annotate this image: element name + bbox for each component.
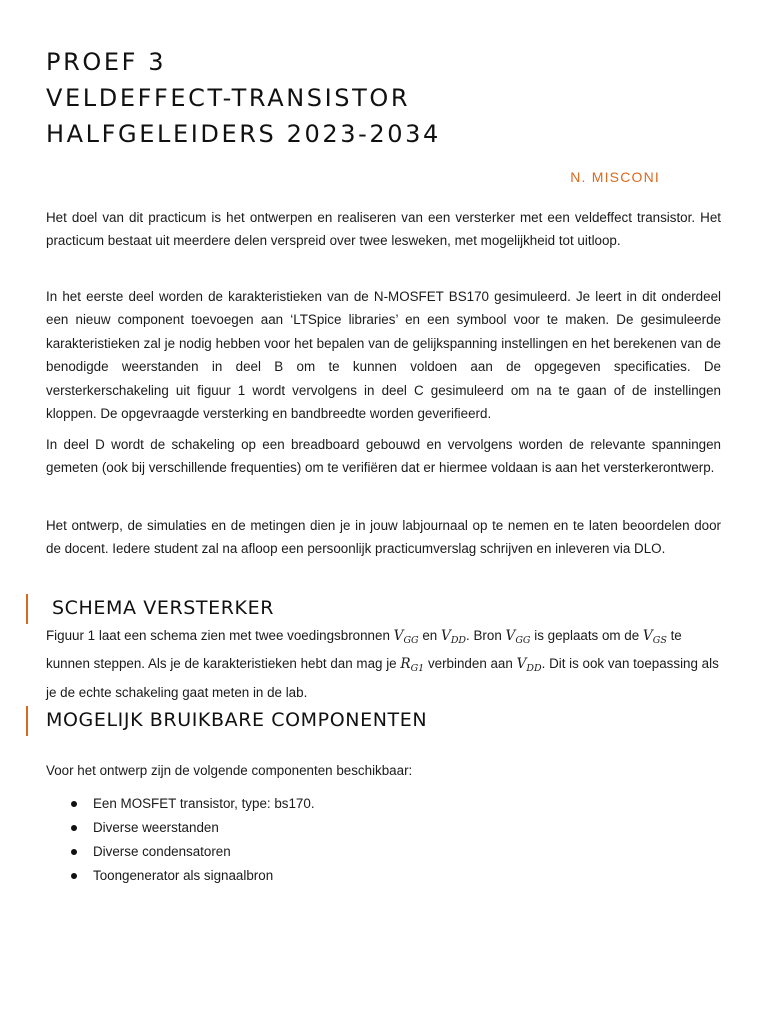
schema-text-2: en bbox=[418, 628, 441, 643]
section-heading-schema-text: SCHEMA VERSTERKER bbox=[52, 597, 274, 619]
schema-text-4: is geplaats om de bbox=[530, 628, 643, 643]
heading-accent-bar bbox=[26, 706, 28, 736]
list-item: Een MOSFET transistor, type: bs170. bbox=[46, 792, 315, 816]
title-line-2: VELDEFFECT-TRANSISTOR bbox=[46, 84, 411, 112]
schema-text-7: . Dit is ook van toepassing als je de echte schakeling gaat meten in de lab. bbox=[46, 656, 719, 700]
paragraph-schema bbox=[46, 624, 721, 704]
paragraph-part-d: In deel D wordt de schakeling op een breadboard gebouwd en vervolgens worden de relevante spanningen gemeten (ook bij verschillende frequenties) om te verifiëren dat er hiermee voldaan is aan het versterkerontwerp. bbox=[46, 437, 721, 476]
paragraph-journal: Het ontwerp, de simulaties en de metingen dien je in jouw labjournaal op te nemen en te laten beoordelen door de docent. Iedere student zal na afloop een persoonlijk practicumverslag schrijven en inleveren via DLO. bbox=[46, 518, 721, 557]
paragraph-components-intro: Voor het ontwerp zijn de volgende componenten beschikbaar: bbox=[46, 763, 413, 778]
math-vgg: $V_{GG}$ bbox=[393, 628, 419, 646]
section-heading-components-text: MOGELIJK BRUIKBARE COMPONENTEN bbox=[46, 709, 428, 731]
list-item: Diverse weerstanden bbox=[46, 816, 315, 840]
schema-text-6: verbinden aan bbox=[424, 656, 517, 672]
bullet-icon bbox=[71, 825, 77, 831]
math-vdd-2: $V_{DD}$ bbox=[516, 656, 542, 675]
components-list bbox=[46, 792, 315, 888]
document-title bbox=[46, 44, 441, 152]
schema-text-3: . Bron bbox=[466, 628, 506, 643]
paragraph-intro: Het doel van dit practicum is het ontwerpen en realiseren van een versterker met een veldeffect transistor. Het practicum bestaat uit meerdere delen verspreid over twee lesweken, met mogelijkheid tot uitloop. bbox=[46, 210, 721, 249]
math-vgs: $V_{GS}$ bbox=[642, 628, 667, 646]
math-rg1: $R_{G1}$ bbox=[400, 656, 425, 675]
section-heading-schema bbox=[52, 597, 274, 619]
section-heading-components bbox=[46, 709, 427, 731]
heading-accent-bar bbox=[26, 594, 28, 624]
bullet-icon bbox=[71, 801, 77, 807]
schema-text-5: te kunnen steppen. Als je de karakteristieken hebt dan mag je bbox=[46, 628, 682, 672]
bullet-icon bbox=[71, 873, 77, 879]
title-line-1: PROEF 3 bbox=[46, 48, 167, 76]
paragraph-part-a: In het eerste deel worden de karakteristieken van de N-MOSFET BS170 gesimuleerd. Je leert in dit onderdeel een nieuw component toevoegen aan ‘LTSpice libraries’ en een symbool voor te maken. De gesimuleerde karakteristieken zal je nodig hebben voor het bepalen van de gelijkspanning instellingen en het berekenen van de benodigde weerstanden in deel B om te kunnen voldoen aan de opgegeven specificaties. De versterkerschakeling uit figuur 1 wordt vervolgens in deel C gesimuleerd om na te gaan of de instellingen kloppen. De opgevraagde versterking en bandbreedte worden geverifieerd. bbox=[46, 289, 721, 422]
author-name: N. MISCONI bbox=[570, 169, 660, 185]
math-vgg-2: $V_{GG}$ bbox=[505, 628, 531, 646]
title-line-3: HALFGELEIDERS 2023-2034 bbox=[46, 120, 441, 148]
list-item: Toongenerator als signaalbron bbox=[46, 864, 315, 888]
math-vdd: $V_{DD}$ bbox=[440, 628, 467, 646]
bullet-icon bbox=[71, 849, 77, 855]
list-item: Diverse condensatoren bbox=[46, 840, 315, 864]
schema-text-1: Figuur 1 laat een schema zien met twee voedingsbronnen bbox=[46, 628, 394, 643]
